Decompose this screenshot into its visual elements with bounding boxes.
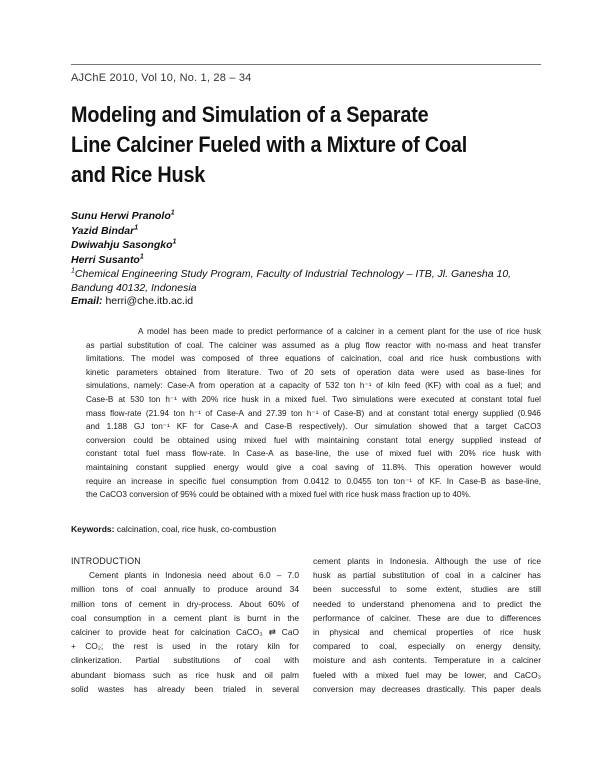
keywords-label: Keywords: — [71, 524, 115, 534]
body-line: in physical and chemical properties of rice husk — [313, 627, 541, 638]
abstract-line: and 1.188 GJ ton⁻¹ KF for Case-A and Case-B respectively). Our simulation showed that a target CaCO3 — [86, 422, 541, 432]
author: Herri Susanto$^1$ — [71, 253, 144, 266]
title-line: Line Calciner Fueled with a Mixture of Coal — [71, 132, 468, 157]
title-line: Modeling and Simulation of a Separate — [71, 102, 429, 127]
body-line: million tons of coal annually to produce around 34 — [71, 584, 299, 595]
body-line: husk as partial substitution of coal in a calciner has — [313, 570, 541, 581]
body-line: needed to understand phenomena and to predict the — [313, 598, 541, 609]
abstract-line: constant total fuel mass flow-rate. In Case-A as base-line, the use of mixed fuel with 20% rice husk with — [86, 449, 541, 459]
body-line: calciner to provide heat for calcination CaCO₃ ⇄ CaO — [71, 627, 299, 638]
email-label: Email: — [71, 295, 103, 307]
body-line: million tons of cement in dry-process. About 60% of — [71, 598, 299, 609]
body-line: cement plants in Indonesia. Although the use of rice — [313, 556, 541, 566]
keywords — [71, 524, 276, 534]
paper-title — [71, 100, 503, 190]
abstract-line: the CaCO3 conversion of 95% could be obtained with a mixed fuel with rice husk mass fraction up to 40%. — [86, 490, 472, 500]
abstract-line: require an increase in specific fuel consumption from 0.0412 to 0.0455 ton ton⁻¹ of KF. In Case-B as base-line, — [86, 476, 541, 486]
abstract-line: as partial substitution of coal. The calciner was assumed as a plug flow reactor with no-mass and heat transfer — [86, 340, 541, 350]
abstract — [86, 325, 541, 502]
abstract-line: Case-B at 530 ton h⁻¹ with 20% rice husk in a mixed fuel. Two simulations were executed at constant total fuel — [86, 394, 541, 404]
author-list — [71, 209, 176, 267]
author: Sunu Herwi Pranolo$^1$ — [71, 209, 175, 222]
intro-left-column — [71, 554, 299, 696]
body-line: performance of calciner. These are due to differences — [313, 612, 541, 623]
intro-right-column — [313, 554, 541, 696]
affiliation: $^1$Chemical Engineering Study Program, Faculty of Industrial Technology – ITB, Jl. Ganesha 10, Bandung 40132, Indonesia — [71, 267, 512, 294]
body-line: clinkerization. Partial substitutions of coal with — [71, 655, 299, 666]
body-line: been successful to some extent, studies are still — [313, 584, 541, 595]
abstract-line: A model has been made to predict performance of a calciner in a cement plant for the use of rice husk — [138, 327, 541, 336]
abstract-line: limitations. The model was composed of three equations of calcination, coal and rice husk combustions with — [86, 354, 541, 364]
body-line: coal consumption in a cement plant is burnt in the — [71, 612, 299, 623]
email-address[interactable]: herri@che.itb.ac.id — [105, 295, 194, 307]
abstract-line: mass flow-rate (21.94 ton h⁻¹ of Case-A and 27.39 ton h⁻¹ of Case-B) and at constant total energy supplied (0.946 — [86, 408, 541, 418]
body-line: abundant biomass such as rice husk and oil palm — [71, 669, 299, 680]
body-line: Cement plants in Indonesia need about 6.0 – 7.0 — [89, 570, 299, 581]
body-line: fueled with a mixed fuel may be lower, and CaCO₃ — [313, 669, 541, 680]
body-line: conversion may decreases drastically. This paper deals — [313, 683, 541, 694]
body-line: compared to coal, especially on energy density, — [313, 641, 541, 652]
keywords-value: calcination, coal, rice husk, co-combustion — [116, 524, 277, 534]
body-line: moisture and ash contents. Temperature in a calciner — [313, 655, 541, 666]
email-line — [71, 295, 193, 307]
section-heading: INTRODUCTION — [71, 556, 141, 566]
abstract-line: conversion could be obtained using mixed fuel with maintaining constant total energy supplied instead of — [86, 435, 541, 445]
author: Yazid Bindar$^1$ — [71, 224, 139, 237]
journal-reference: AJChE 2010, Vol 10, No. 1, 28 – 34 — [71, 72, 252, 84]
body-line: + CO₂; the rest is used in the rotary kiln for — [71, 641, 299, 652]
abstract-line: kinetic parameters obtained from literature. Two of 20 sets of operation data were used as base-lines for — [86, 367, 541, 377]
abstract-line: simulations, namely: Case-A from operation at a capacity of 532 ton h⁻¹ of kiln feed (KF) with coal as a fuel; and — [86, 381, 541, 391]
author: Dwiwahju Sasongko$^1$ — [71, 238, 177, 251]
body-line: solid wastes has already been trialed in several — [71, 683, 299, 694]
title-line: and Rice Husk — [71, 162, 206, 187]
abstract-line: maintaining constant supplied energy would give a coal saving of 11.8%. This operation however would — [86, 462, 541, 472]
header-rule — [71, 64, 541, 65]
